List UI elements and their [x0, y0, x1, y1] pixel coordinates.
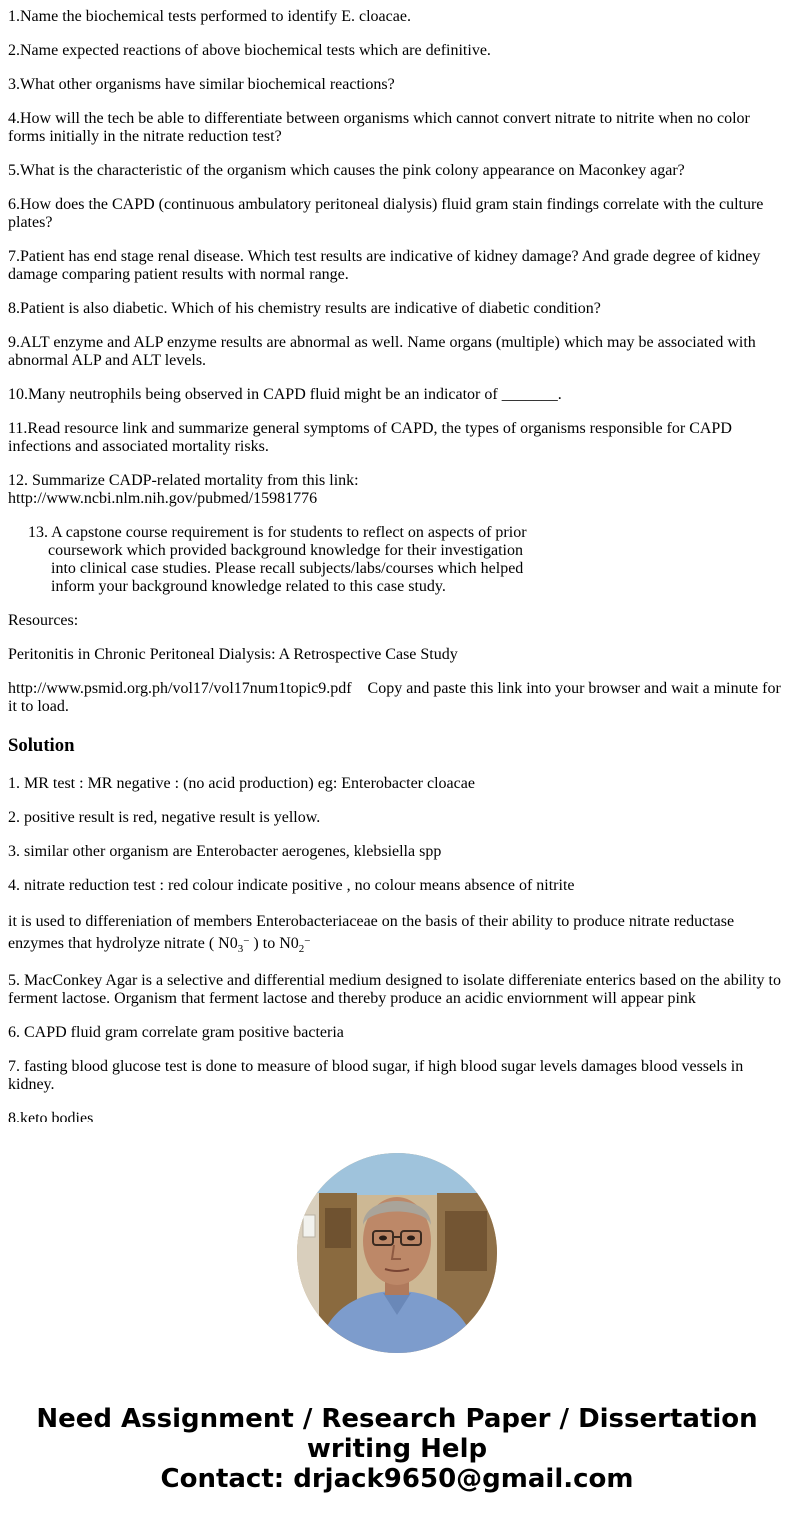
question-13-line-1: 13. A capstone course requirement is for students to reflect on aspects of prior [28, 524, 527, 541]
question-4: 4.How will the tech be able to differentiate between organisms which cannot convert nitrate to nitrite when no color forms initially in the nitrate reduction test? [8, 110, 750, 145]
question-7: 7.Patient has end stage renal disease. Which test results are indicative of kidney damage? And grade degree of kidney damage comparing patient results with normal range. [8, 248, 761, 283]
answer-4: 4. nitrate reduction test : red colour indicate positive , no colour means absence of nitrite [8, 877, 575, 894]
answer-8: 8.keto bodies [8, 1110, 94, 1122]
answer-1: 1. MR test : MR negative : (no acid production) eg: Enterobacter cloacae [8, 775, 475, 792]
superscript-minus-1: − [243, 935, 250, 947]
question-12-link[interactable]: http://www.ncbi.nlm.nih.gov/pubmed/15981776 [8, 490, 318, 507]
answer-2: 2. positive result is red, negative result is yellow. [8, 809, 321, 826]
answer-4-detail-text: it is used to differeniation of members Enterobacteriaceae on the basis of their ability to produce nitrate reductase enzymes that hydrolyze nitrate ( N0 [8, 913, 735, 952]
question-5: 5.What is the characteristic of the organism which causes the pink colony appearance on Maconkey agar? [8, 162, 685, 179]
answer-4-detail-mid: ) to N0 [249, 935, 299, 952]
solution-heading: Solution [8, 735, 75, 756]
promo-line-2: writing Help [306, 1434, 488, 1464]
portrait-illustration [297, 1153, 497, 1353]
answer-3: 3. similar other organism are Enterobacter aerogenes, klebsiella spp [8, 843, 442, 860]
question-13-line-2: coursework which provided background knowledge for their investigation [48, 542, 523, 559]
question-12 [8, 472, 786, 508]
promo-contact[interactable]: Contact: drjack9650@gmail.com [160, 1464, 634, 1494]
promo-line-1: Need Assignment / Research Paper / Dissertation [36, 1404, 758, 1434]
promo-banner [0, 1404, 794, 1494]
answer-4-detail [8, 911, 786, 955]
superscript-minus-2: − [304, 935, 311, 947]
question-6: 6.How does the CAPD (continuous ambulatory peritoneal dialysis) fluid gram stain findings correlate with the culture plates? [8, 196, 764, 231]
question-3: 3.What other organisms have similar biochemical reactions? [8, 76, 395, 93]
question-12-text: 12. Summarize CADP-related mortality from this link: [8, 472, 359, 489]
subscript-2: 2 [298, 943, 305, 955]
question-13-line-4: inform your background knowledge related to this case study. [51, 578, 446, 595]
question-11: 11.Read resource link and summarize general symptoms of CAPD, the types of organisms responsible for CAPD infections and associated mortality risks. [8, 420, 732, 455]
answer-5: 5. MacConkey Agar is a selective and differential medium designed to isolate differeniate enterics based on the ability to ferment lactose. Organism that ferment lactose and thereby produce an acidic enviornment will appear pink [8, 972, 781, 1007]
resource-title: Peritonitis in Chronic Peritoneal Dialysis: A Retrospective Case Study [8, 646, 458, 663]
question-1: 1.Name the biochemical tests performed to identify E. cloacae. [8, 8, 411, 25]
resource-link[interactable]: http://www.psmid.org.ph/vol17/vol17num1topic9.pdf Copy and paste this link into your browser and wait a minute for it to load. [8, 680, 785, 715]
answer-6: 6. CAPD fluid gram correlate gram positive bacteria [8, 1024, 344, 1041]
subscript-3: 3 [237, 943, 244, 955]
question-10: 10.Many neutrophils being observed in CAPD fluid might be an indicator of _______. [8, 386, 562, 403]
question-13-line-3: into clinical case studies. Please recall subjects/labs/courses which helped [51, 560, 524, 577]
author-photo [297, 1153, 497, 1353]
answer-7: 7. fasting blood glucose test is done to measure of blood sugar, if high blood sugar levels damages blood vessels in kidney. [8, 1058, 744, 1093]
question-8: 8.Patient is also diabetic. Which of his chemistry results are indicative of diabetic condition? [8, 300, 601, 317]
question-2: 2.Name expected reactions of above biochemical tests which are definitive. [8, 42, 491, 59]
question-9: 9.ALT enzyme and ALP enzyme results are abnormal as well. Name organs (multiple) which may be associated with abnormal ALP and ALT levels. [8, 334, 756, 369]
resources-label: Resources: [8, 612, 79, 629]
